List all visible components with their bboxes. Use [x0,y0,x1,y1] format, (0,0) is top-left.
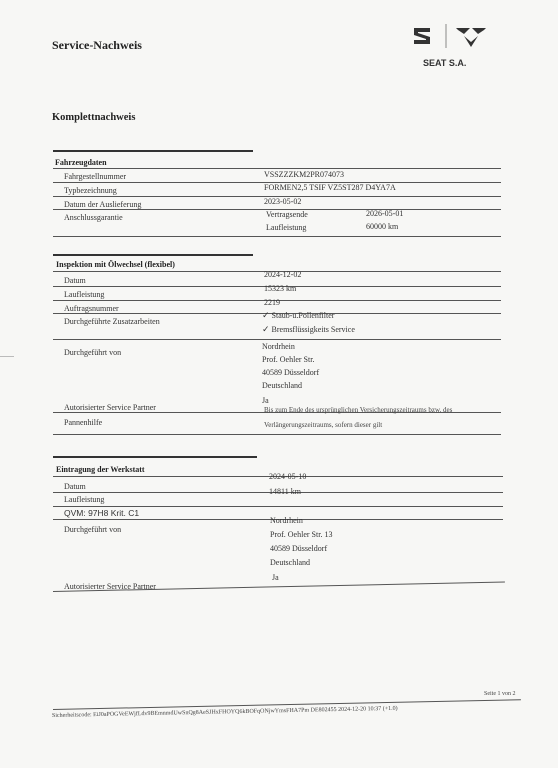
workshop-performed-by-label: Durchgeführt von [64,525,122,534]
partner-value: Ja [262,396,269,405]
seat-cupra-logo-icon [412,22,488,50]
breakdown-line: Bis zum Ende des ursprünglichen Versicherungszeitraums bzw. des [264,406,453,414]
vin-label: Fahrgestellnummer [64,172,127,181]
section-divider [53,150,253,152]
workshop-performed-by-line: Prof. Oehler Str. 13 [270,530,333,539]
workshop-date-value: 2024-05-10 [269,472,307,481]
delivery-date-label: Datum der Auslieferung [64,200,142,209]
performed-by-line: 40589 Düsseldorf [262,368,320,377]
workshop-performed-by-line: Deutschland [270,558,310,567]
inspection-date-value: 2024-12-02 [264,270,302,279]
workshop-performed-by-line: 40589 Düsseldorf [270,544,328,553]
workshop-date-label: Datum [64,482,86,491]
extra-work-item: ✓ Bremsflüssigkeits Service [262,324,355,334]
workshop-mileage-label: Laufleistung [64,495,105,504]
qvm-code: QVM: 97H8 Krit. C1 [64,508,140,518]
guarantee-end-value: 2026-05-01 [366,209,404,218]
seat-logo [412,22,488,50]
row-line [53,236,501,237]
guarantee-end-label: Vertragsende [266,210,308,219]
section-divider [53,254,253,256]
guarantee-mileage-value: 60000 km [366,222,399,231]
order-number-label: Auftragsnummer [64,304,119,313]
section-divider [53,456,257,458]
delivery-date-value: 2023-05-02 [264,197,302,206]
security-code: Sicherheitscode: EiJ0aPOGVeEWjfLdv9BEmnmdUwSnQg8AeSJHxFHOYQ6kBOFqONjwYmsFHA7Pm DE802455 2024-12-20 10:37 (+1.0) [51,705,398,719]
type-label: Typbezeichnung [64,186,117,195]
page-title: Service-Nachweis [52,38,142,52]
row-line [53,506,503,507]
section-title-workshop: Eintragung der Werkstatt [56,465,145,474]
performed-by-line: Deutschland [262,381,302,390]
row-line [53,168,501,169]
inspection-mileage-value: 15323 km [264,284,297,293]
guarantee-label: Anschlussgarantie [64,213,123,222]
punch-mark [0,356,14,357]
breakdown-line: Verlängerungszeitraums, sofern dieser gilt [264,421,383,429]
section-title-vehicle: Fahrzeugdaten [55,158,107,167]
guarantee-mileage-label: Laufleistung [266,223,307,232]
workshop-partner-label: Autorisierter Service Partner [64,582,156,591]
extra-work-item: ✓ Staub-u.Pollenfilter [262,310,335,320]
performed-by-label: Durchgeführt von [64,348,122,357]
order-number-value: 2219 [264,298,280,307]
performed-by-line: Prof. Oehler Str. [262,355,315,364]
document-subtitle: Komplettnachweis [52,112,136,123]
row-line [53,434,501,435]
inspection-date-label: Datum [64,276,86,285]
workshop-performed-by-line: Nordrhein [270,516,303,525]
partner-label: Autorisierter Service Partner [64,403,156,412]
checkmark-icon: ✓ [262,310,270,320]
vin-value: VSSZZZKM2PR074073 [264,170,345,179]
section-title-inspection: Inspektion mit Ölwechsel (flexibel) [56,260,175,269]
type-value: FORMEN2,5 TSIF VZ5ST287 D4YA7A [264,183,396,192]
page-number: Seite 1 von 2 [484,691,516,697]
breakdown-label: Pannenhilfe [64,418,103,427]
extra-work-label: Durchgeführte Zusatzarbeiten [64,317,160,326]
inspection-mileage-label: Laufleistung [64,290,105,299]
workshop-partner-value: Ja [272,573,279,582]
company-name: SEAT S.A. [423,58,467,68]
row-line [53,339,501,340]
workshop-mileage-value: 14811 km [269,487,301,496]
checkmark-icon: ✓ [262,324,270,334]
performed-by-line: Nordrhein [262,342,295,351]
